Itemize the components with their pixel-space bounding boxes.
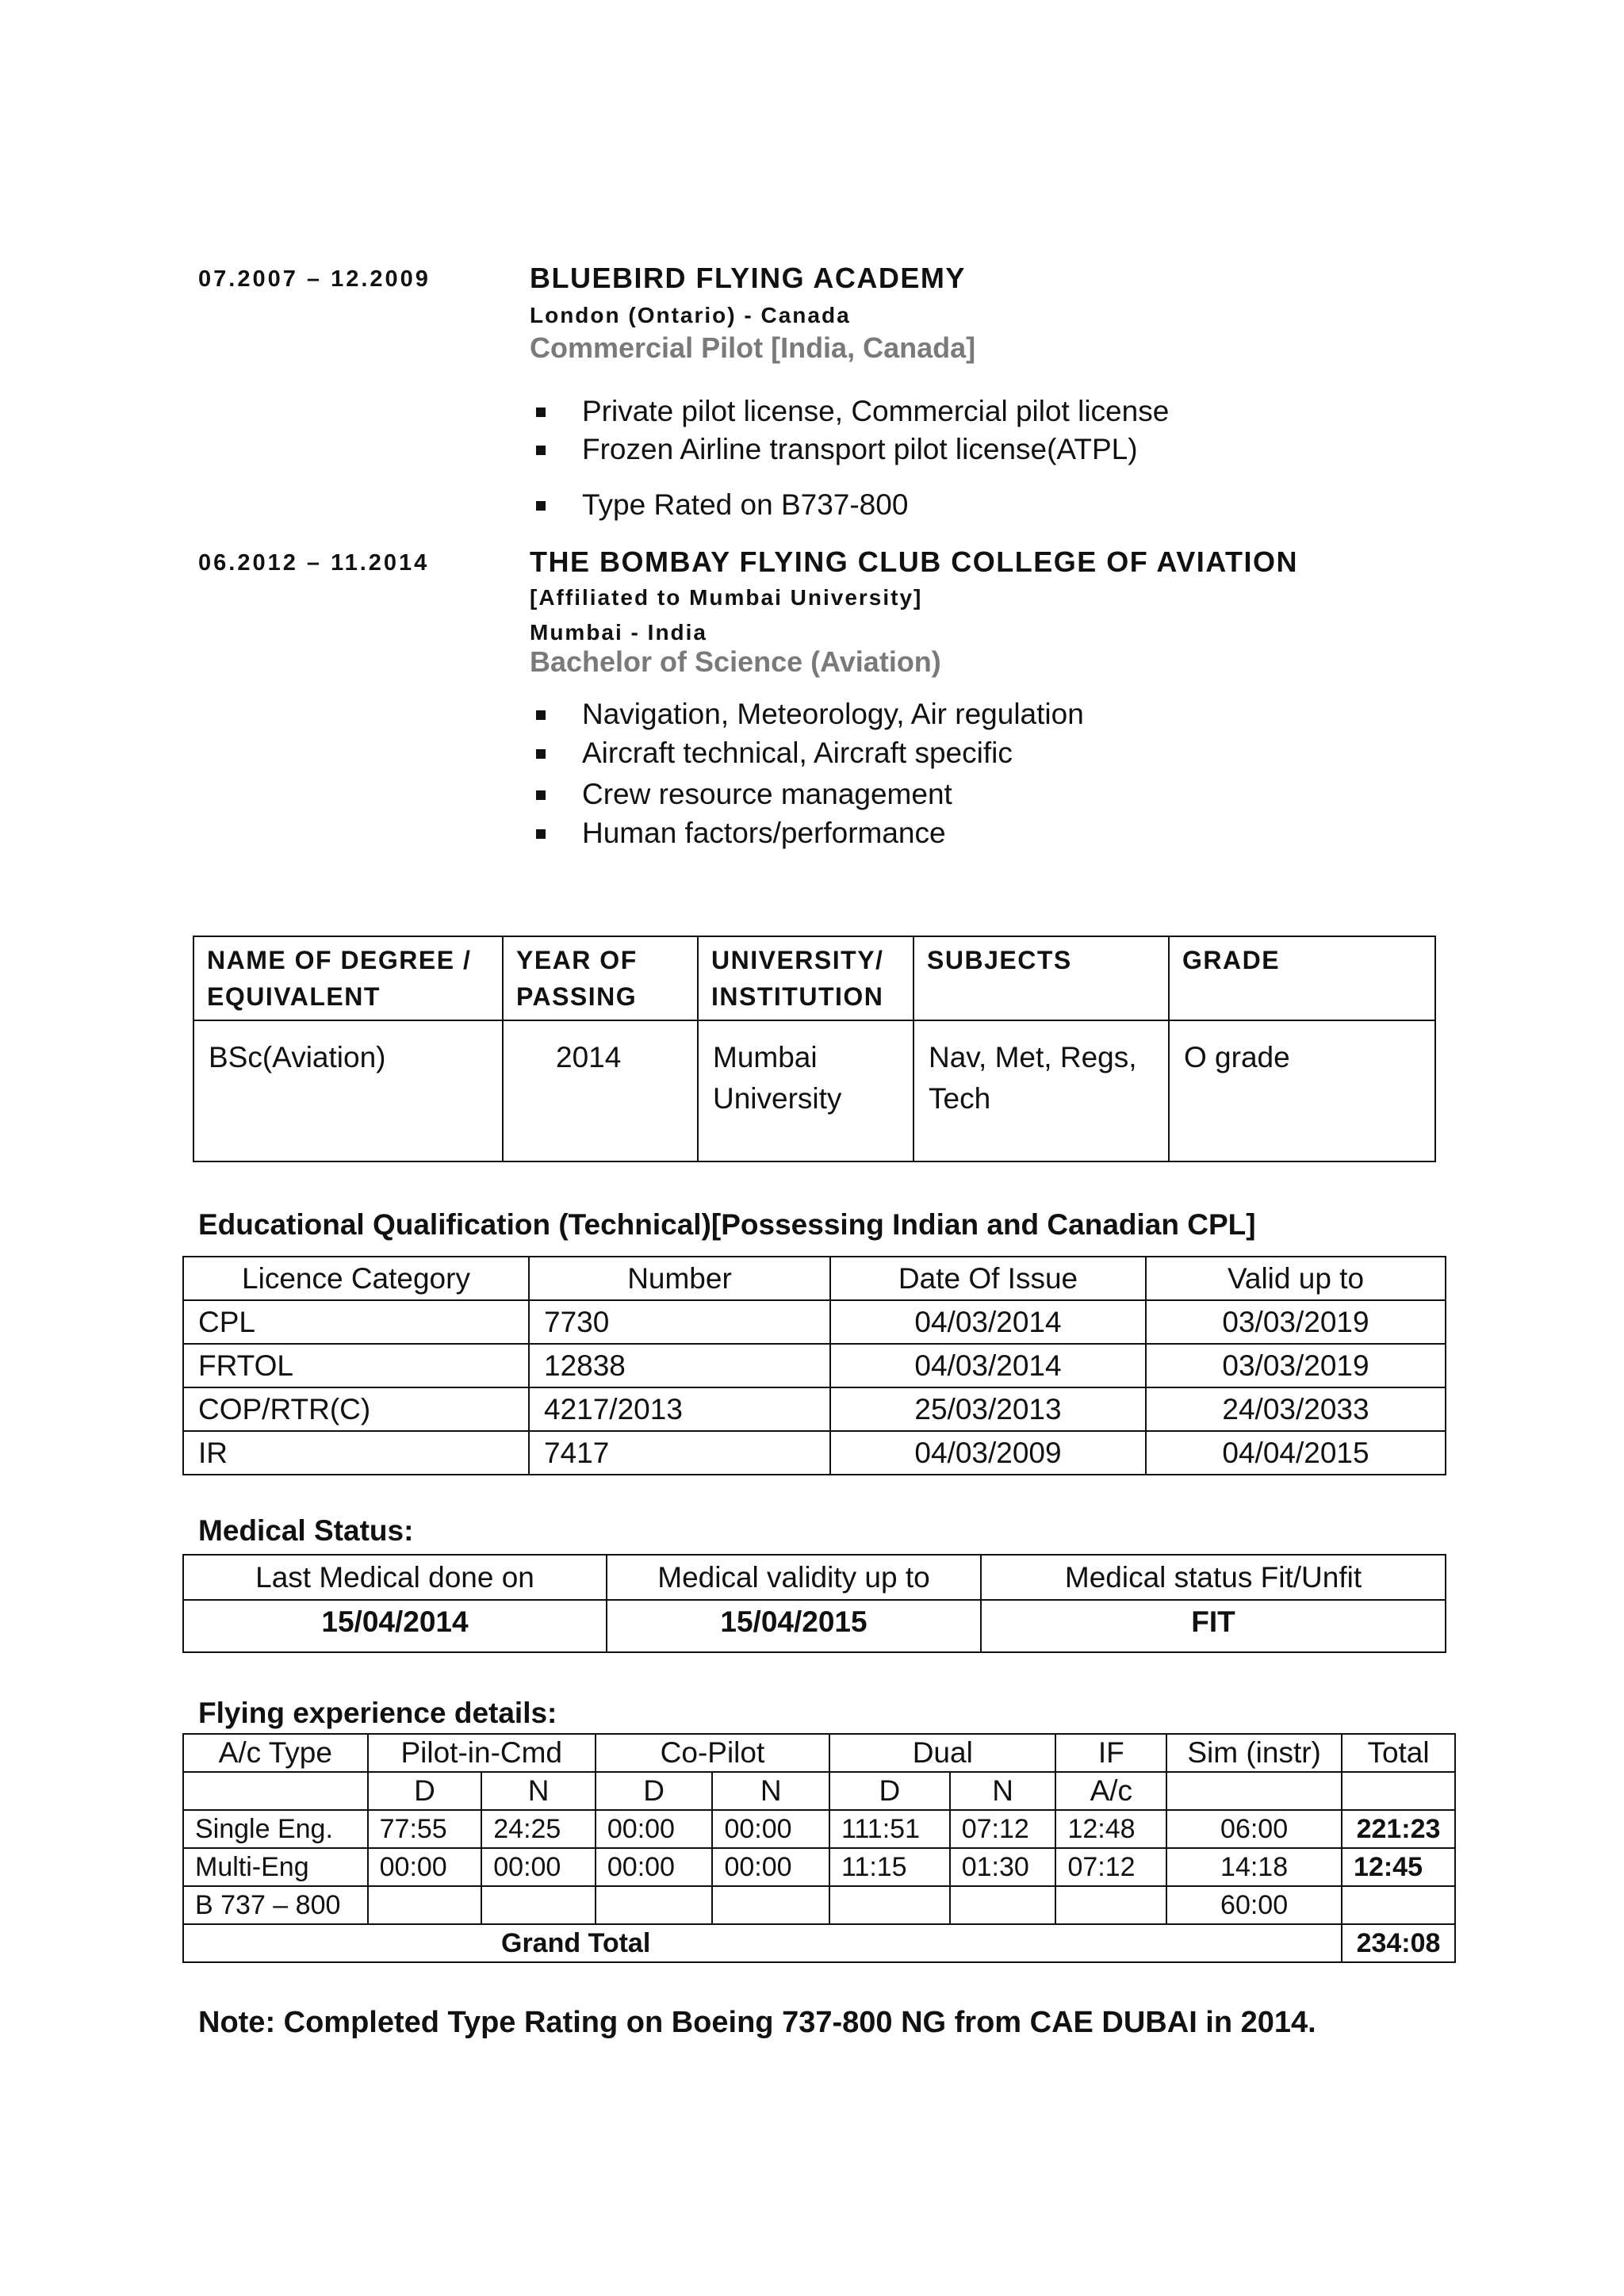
column-header: Medical validity up to xyxy=(607,1555,981,1600)
table-cell xyxy=(950,1886,1056,1924)
licence-table xyxy=(182,1256,1446,1475)
column-subheader: N xyxy=(712,1772,829,1810)
table-cell: O grade xyxy=(1169,1020,1435,1161)
column-header: Valid up to xyxy=(1146,1257,1446,1300)
table-cell: 04/04/2015 xyxy=(1146,1431,1446,1475)
table-row xyxy=(183,1344,1446,1387)
table-row xyxy=(183,1810,1455,1848)
column-header: Total xyxy=(1342,1734,1455,1772)
table-cell: 12:45 xyxy=(1342,1848,1455,1886)
column-header: Last Medical done on xyxy=(183,1555,607,1600)
table-cell: 12:48 xyxy=(1055,1810,1166,1848)
table-cell: 12838 xyxy=(529,1344,830,1387)
column-header: SUBJECTS xyxy=(914,936,1169,1020)
table-cell: BSc(Aviation) xyxy=(193,1020,503,1161)
table-cell: 00:00 xyxy=(368,1848,482,1886)
column-header: Sim (instr) xyxy=(1166,1734,1342,1772)
table-cell xyxy=(368,1886,482,1924)
table-cell: 14:18 xyxy=(1166,1848,1342,1886)
table-cell: 03/03/2019 xyxy=(1146,1300,1446,1344)
table-cell: 07:12 xyxy=(950,1810,1056,1848)
table-cell: Single Eng. xyxy=(183,1810,368,1848)
column-header: Licence Category xyxy=(183,1257,529,1300)
column-header: UNIVERSITY/ INSTITUTION xyxy=(698,936,914,1020)
education-1-dates: 07.2007 – 12.2009 xyxy=(198,266,431,292)
table-row xyxy=(183,1300,1446,1344)
table-cell: 04/03/2009 xyxy=(830,1431,1146,1475)
table-cell xyxy=(1342,1772,1455,1810)
table-cell: Nav, Met, Regs, Tech xyxy=(914,1020,1169,1161)
education-1-institution: BLUEBIRD FLYING ACADEMY xyxy=(530,262,966,294)
column-subheader: A/c xyxy=(1055,1772,1166,1810)
table-cell: 25/03/2013 xyxy=(830,1387,1146,1431)
education-2-program: Bachelor of Science (Aviation) xyxy=(530,645,941,678)
table-cell: 4217/2013 xyxy=(529,1387,830,1431)
table-cell xyxy=(183,1772,368,1810)
table-cell: 60:00 xyxy=(1166,1886,1342,1924)
table-cell: 04/03/2014 xyxy=(830,1344,1146,1387)
education-2-affiliation: [Affiliated to Mumbai University] xyxy=(530,585,923,610)
table-row xyxy=(183,1600,1446,1652)
table-cell: 01:30 xyxy=(950,1848,1056,1886)
grand-total-label: Grand Total xyxy=(183,1924,1342,1962)
table-cell: COP/RTR(C) xyxy=(183,1387,529,1431)
table-cell: 03/03/2019 xyxy=(1146,1344,1446,1387)
table-cell xyxy=(1342,1886,1455,1924)
degree-table xyxy=(193,936,1436,1162)
column-subheader: N xyxy=(481,1772,596,1810)
table-cell: B 737 – 800 xyxy=(183,1886,368,1924)
table-row xyxy=(183,1848,1455,1886)
table-cell: 00:00 xyxy=(712,1810,829,1848)
column-header: NAME OF DEGREE / EQUIVALENT xyxy=(193,936,503,1020)
list-item: Navigation, Meteorology, Air regulation xyxy=(530,698,1084,731)
table-cell xyxy=(829,1886,950,1924)
table-cell: 15/04/2014 xyxy=(183,1600,607,1652)
table-cell xyxy=(712,1886,829,1924)
education-1-program: Commercial Pilot [India, Canada] xyxy=(530,331,976,364)
table-cell: IR xyxy=(183,1431,529,1475)
column-header: A/c Type xyxy=(183,1734,368,1772)
licence-heading: Educational Qualification (Technical)[Possessing Indian and Canadian CPL] xyxy=(198,1208,1256,1241)
list-item: Crew resource management xyxy=(530,778,952,811)
flying-table xyxy=(182,1733,1456,1963)
table-header-row xyxy=(183,1734,1455,1772)
column-header: Number xyxy=(529,1257,830,1300)
list-item: Human factors/performance xyxy=(530,817,946,850)
table-cell: 111:51 xyxy=(829,1810,950,1848)
type-rating-note: Note: Completed Type Rating on Boeing 737-800 NG from CAE DUBAI in 2014. xyxy=(198,2006,1316,2039)
education-2-institution: THE BOMBAY FLYING CLUB COLLEGE OF AVIATION xyxy=(530,545,1299,578)
education-2-dates: 06.2012 – 11.2014 xyxy=(198,550,430,576)
table-cell xyxy=(481,1886,596,1924)
table-cell: 00:00 xyxy=(596,1848,713,1886)
table-cell xyxy=(1055,1886,1166,1924)
table-row xyxy=(183,1431,1446,1475)
column-subheader: D xyxy=(596,1772,713,1810)
table-cell: 24:25 xyxy=(481,1810,596,1848)
column-header: Pilot-in-Cmd xyxy=(368,1734,596,1772)
column-header: GRADE xyxy=(1169,936,1435,1020)
table-cell xyxy=(1166,1772,1342,1810)
table-cell: 7730 xyxy=(529,1300,830,1344)
table-cell: 06:00 xyxy=(1166,1810,1342,1848)
table-cell: FIT xyxy=(981,1600,1446,1652)
medical-heading: Medical Status: xyxy=(198,1514,414,1547)
table-cell: 77:55 xyxy=(368,1810,482,1848)
table-cell: Mumbai University xyxy=(698,1020,914,1161)
medical-table xyxy=(182,1554,1446,1653)
table-cell: CPL xyxy=(183,1300,529,1344)
list-item: Type Rated on B737-800 xyxy=(530,488,908,522)
column-header: Dual xyxy=(829,1734,1055,1772)
table-cell: 00:00 xyxy=(712,1848,829,1886)
table-header-row xyxy=(193,936,1435,1020)
table-header-row xyxy=(183,1257,1446,1300)
list-item: Aircraft technical, Aircraft specific xyxy=(530,737,1013,770)
education-2-location: Mumbai - India xyxy=(530,620,707,645)
list-item: Private pilot license, Commercial pilot license xyxy=(530,395,1169,428)
table-row xyxy=(183,1387,1446,1431)
table-row xyxy=(193,1020,1435,1161)
table-header-row xyxy=(183,1555,1446,1600)
column-header: YEAR OF PASSING xyxy=(503,936,698,1020)
list-item: Frozen Airline transport pilot license(ATPL) xyxy=(530,433,1138,466)
table-cell: 2014 xyxy=(503,1020,698,1161)
table-cell: 11:15 xyxy=(829,1848,950,1886)
table-cell: 00:00 xyxy=(596,1810,713,1848)
table-cell: 04/03/2014 xyxy=(830,1300,1146,1344)
table-subheader-row xyxy=(183,1772,1455,1810)
grand-total-row xyxy=(183,1924,1455,1962)
table-cell: FRTOL xyxy=(183,1344,529,1387)
column-subheader: N xyxy=(950,1772,1056,1810)
grand-total-value: 234:08 xyxy=(1342,1924,1455,1962)
column-header: Co-Pilot xyxy=(596,1734,829,1772)
flying-heading: Flying experience details: xyxy=(198,1697,557,1729)
table-cell: 7417 xyxy=(529,1431,830,1475)
column-header: Date Of Issue xyxy=(830,1257,1146,1300)
table-cell: Multi-Eng xyxy=(183,1848,368,1886)
table-cell: 00:00 xyxy=(481,1848,596,1886)
table-cell: 24/03/2033 xyxy=(1146,1387,1446,1431)
column-header: Medical status Fit/Unfit xyxy=(981,1555,1446,1600)
table-cell: 15/04/2015 xyxy=(607,1600,981,1652)
column-subheader: D xyxy=(829,1772,950,1810)
table-cell xyxy=(596,1886,713,1924)
column-header: IF xyxy=(1055,1734,1166,1772)
table-row xyxy=(183,1886,1455,1924)
education-1-location: London (Ontario) - Canada xyxy=(530,303,851,327)
table-cell: 07:12 xyxy=(1055,1848,1166,1886)
table-cell: 221:23 xyxy=(1342,1810,1455,1848)
column-subheader: D xyxy=(368,1772,482,1810)
